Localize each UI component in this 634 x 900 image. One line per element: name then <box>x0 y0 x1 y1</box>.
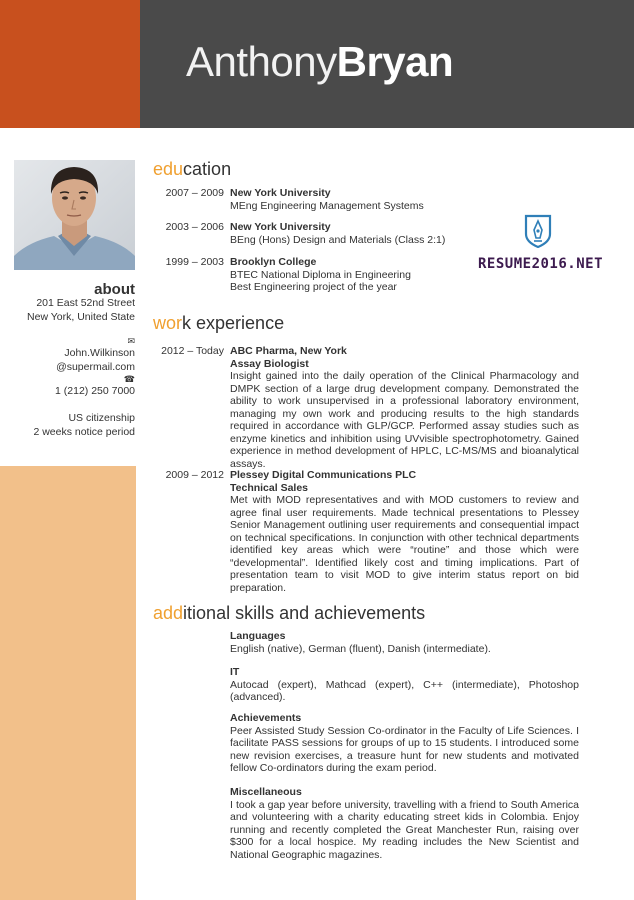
address-line: New York, United State <box>27 310 135 323</box>
skills-heading <box>153 603 425 624</box>
school-name: New York University <box>230 221 331 233</box>
job-description: Insight gained into the daily operation of the Clinical Pharmacology and DMPK section of a large drug development company. Demonstrated the ability to work unsupervised in a professional laboratory environment, managing my own work and producing results to the high standards required in accordance with GLP/GCP. Performed assay studies such as enzyme kinetics and inhibition using UVvisible spectrophotometry. Gained experience in method development of HPLC, LC-MS/MS and bioanalytical assays. <box>230 370 579 470</box>
skill-text: Autocad (expert), Mathcad (expert), C++ (intermediate), Photoshop (advanced). <box>230 678 579 703</box>
skill-group <box>230 786 579 861</box>
education-extra: Best Engineering project of the year <box>230 281 397 293</box>
education-dates: 2007 – 2009 <box>165 187 224 199</box>
work-entry <box>230 469 579 594</box>
email-line: John.Wilkinson <box>64 347 135 359</box>
heading-rest: cation <box>183 159 232 179</box>
skill-group <box>230 666 579 704</box>
notice-period: 2 weeks notice period <box>33 425 135 438</box>
degree: MEng Engineering Management Systems <box>230 199 424 212</box>
heading-rest: k experience <box>182 313 285 333</box>
skill-text: I took a gap year before university, travelling with a friend to South America and volunteering with a charity educating street kids in Colombia. Enjoy running and recently completed the Great Manchester Run, raising over $300 for a local hospice. My reading includes the New Scientist and National Geographic magazines. <box>230 798 579 861</box>
degree: BTEC National Diploma in Engineering <box>230 268 411 281</box>
job-description: Met with MOD representatives and with MOD customers to review and agree final user requirements. Made technical presentations to Plessey Senior Management outlining user requirements and consequential impact on technical specifications. In conjunction with other technical departments identified key areas which were “routine” and those which were “developmental”. Identified likely cost and timing implications. Part of presentation team to visit MOD to give interim status report on bid preparation. <box>230 494 579 594</box>
skill-text: English (native), German (fluent), Danish (intermediate). <box>230 642 491 655</box>
skill-heading: Languages <box>230 630 286 642</box>
address <box>0 297 135 324</box>
sidebar-accent-strip <box>0 466 136 900</box>
email-line: @supermail.com <box>56 360 135 373</box>
work-entry <box>230 345 579 470</box>
education-dates: 2003 – 2006 <box>165 221 224 233</box>
work-heading <box>153 313 284 334</box>
skill-group <box>230 630 579 655</box>
candidate-name <box>186 38 453 86</box>
skill-heading: IT <box>230 666 240 678</box>
degree: BEng (Hons) Design and Materials (Class 2:1) <box>230 233 446 246</box>
skill-group <box>230 712 579 775</box>
work-dates: 2012 – Today <box>161 345 224 357</box>
company-name: Plessey Digital Communications PLC <box>230 469 417 481</box>
address-line: 201 East 52nd Street <box>36 297 135 309</box>
availability-block <box>0 412 135 439</box>
last-name: Bryan <box>336 38 454 85</box>
education-entry <box>230 221 579 246</box>
skill-text: Peer Assisted Study Session Co-ordinator in the Faculty of Life Sciences. I facilitate PASS sessions for groups of up to 15 students. I introduced some new revision exercises, a treasure hunt for new students and motivated fellow Co-ordinators during the exam period. <box>230 724 579 774</box>
about-heading: about <box>94 281 135 298</box>
heading-highlight: edu <box>153 159 184 179</box>
education-dates: 1999 – 2003 <box>165 256 224 268</box>
heading-rest: itional skills and achievements <box>183 603 426 623</box>
logo-text: RESUME2016.NET <box>478 256 604 272</box>
work-dates: 2009 – 2012 <box>165 469 224 481</box>
first-name: Anthony <box>186 38 337 85</box>
job-role: Assay Biologist <box>230 357 309 370</box>
envelope-icon: ✉ <box>127 336 135 346</box>
company-name: ABC Pharma, New York <box>230 345 347 357</box>
heading-highlight: add <box>153 603 184 623</box>
phone-number: 1 (212) 250 7000 <box>55 385 135 397</box>
school-name: New York University <box>230 187 331 199</box>
skill-heading: Miscellaneous <box>230 786 302 798</box>
education-entry <box>230 256 579 294</box>
skill-heading: Achievements <box>230 712 302 724</box>
citizenship: US citizenship <box>68 412 135 424</box>
education-entry <box>230 187 579 212</box>
school-name: Brooklyn College <box>230 256 317 268</box>
portrait-photo <box>14 160 135 270</box>
phone-icon: ☎ <box>123 374 135 384</box>
education-heading <box>153 159 231 180</box>
phone-block <box>0 374 135 399</box>
heading-highlight: wor <box>153 313 183 333</box>
job-role: Technical Sales <box>230 481 309 494</box>
accent-block <box>0 0 140 128</box>
